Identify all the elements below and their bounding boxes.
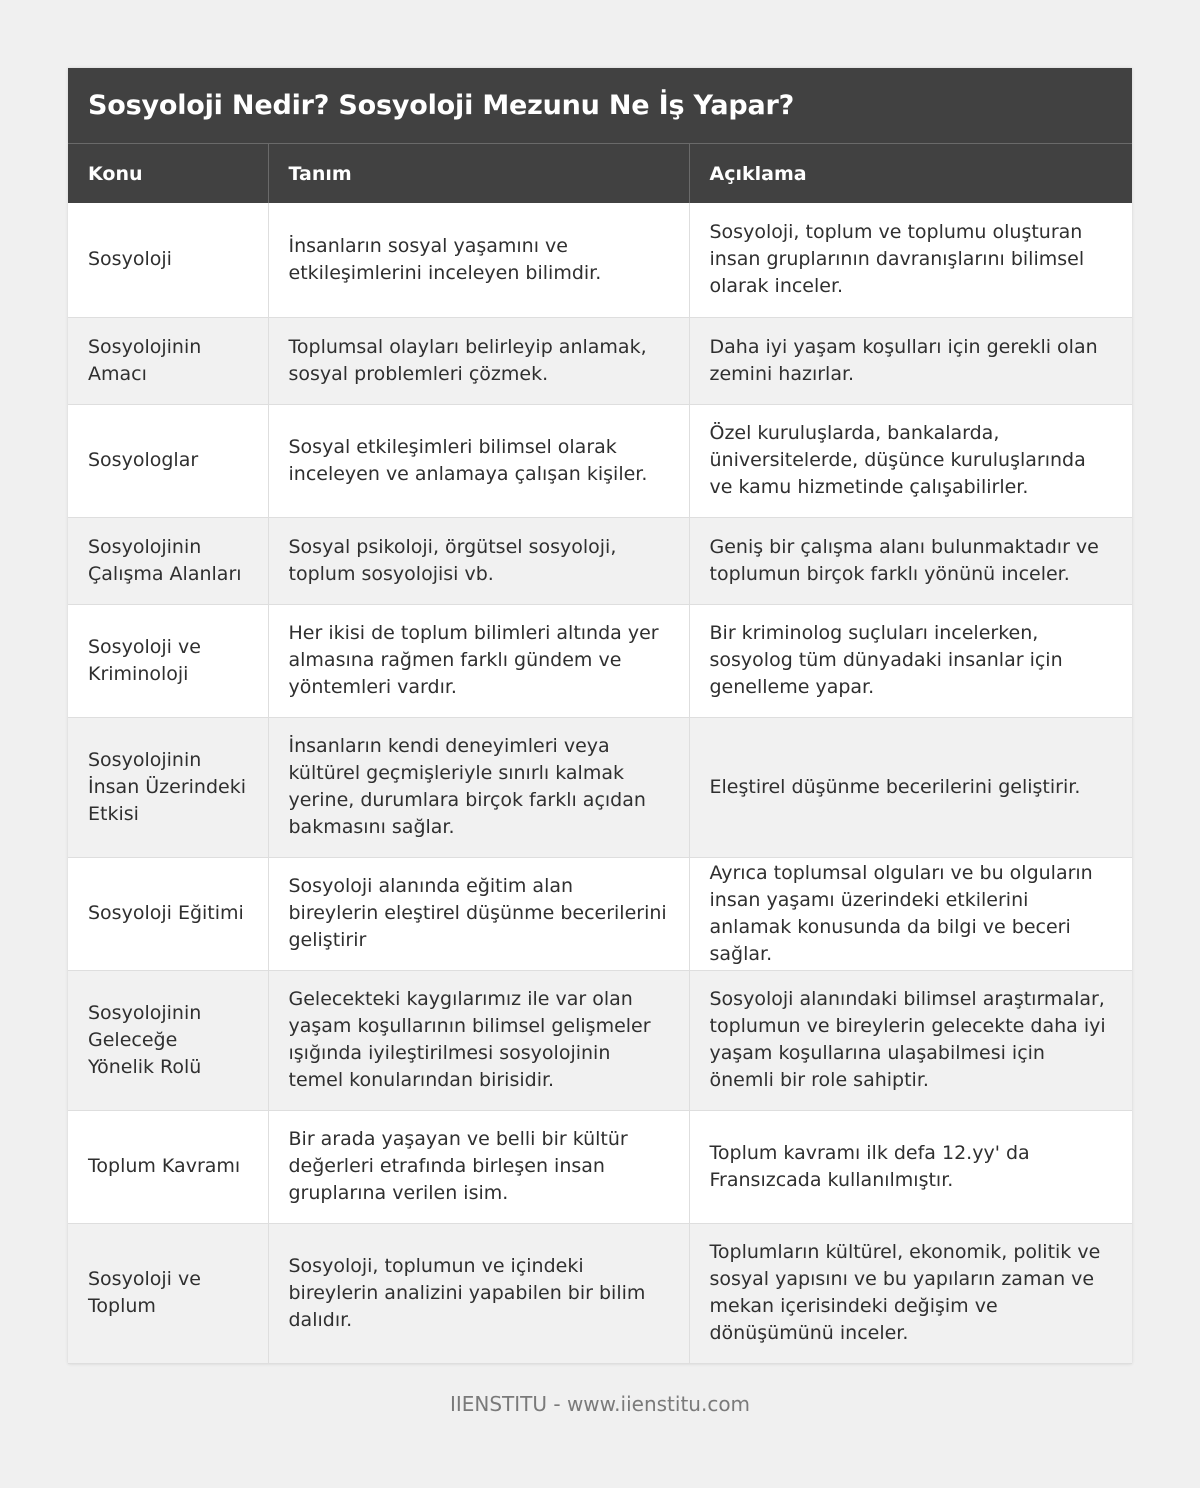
cell-tanim: Toplumsal olayları belirleyip anlamak, sosyal problemleri çözmek.	[268, 317, 689, 404]
cell-konu: Sosyoloji ve Kriminoloji	[68, 604, 268, 717]
cell-tanim: Sosyal etkileşimleri bilimsel olarak inceleyen ve anlamaya çalışan kişiler.	[268, 404, 689, 517]
cell-konu: Toplum Kavramı	[68, 1110, 268, 1223]
cell-konu: Sosyolojinin Geleceğe Yönelik Rolü	[68, 970, 268, 1110]
cell-aciklama: Bir kriminolog suçluları incelerken, sosyolog tüm dünyadaki insanlar için genelleme yapar.	[689, 604, 1132, 717]
cell-aciklama: Daha iyi yaşam koşulları için gerekli olan zemini hazırlar.	[689, 317, 1132, 404]
table-row	[68, 1223, 1132, 1363]
cell-tanim: İnsanların kendi deneyimleri veya kültürel geçmişleriyle sınırlı kalmak yerine, durumlara birçok farklı açıdan bakmasını sağlar.	[268, 717, 689, 857]
cell-tanim: Sosyoloji, toplumun ve içindeki bireylerin analizini yapabilen bir bilim dalıdır.	[268, 1223, 689, 1363]
cell-tanim: Sosyoloji alanında eğitim alan bireylerin eleştirel düşünme becerilerini geliştirir	[268, 857, 689, 970]
cell-tanim: Sosyal psikoloji, örgütsel sosyoloji, toplum sosyolojisi vb.	[268, 517, 689, 604]
data-table	[68, 144, 1132, 1364]
cell-aciklama: Ayrıca toplumsal olguları ve bu olguların insan yaşamı üzerindeki etkilerini anlamak konusunda da bilgi ve beceri sağlar.	[689, 857, 1132, 970]
cell-aciklama: Sosyoloji alanındaki bilimsel araştırmalar, toplumun ve bireylerin gelecekte daha iyi yaşam koşullarına ulaşabilmesi için önemli bir role sahiptir.	[689, 970, 1132, 1110]
cell-konu: Sosyoloji	[68, 203, 268, 317]
cell-aciklama: Sosyoloji, toplum ve toplumu oluşturan insan gruplarının davranışlarını bilimsel olarak inceler.	[689, 203, 1132, 317]
table-row	[68, 317, 1132, 404]
cell-konu: Sosyoloji ve Toplum	[68, 1223, 268, 1363]
cell-konu: Sosyoloji Eğitimi	[68, 857, 268, 970]
header-row	[68, 144, 1132, 203]
cell-aciklama: Özel kuruluşlarda, bankalarda, üniversitelerde, düşünce kuruluşlarında ve kamu hizmetinde çalışabilirler.	[689, 404, 1132, 517]
cell-tanim: Her ikisi de toplum bilimleri altında yer almasına rağmen farklı gündem ve yöntemleri vardır.	[268, 604, 689, 717]
cell-konu: Sosyolojinin İnsan Üzerindeki Etkisi	[68, 717, 268, 857]
table-row	[68, 857, 1132, 970]
column-header-konu: Konu	[68, 144, 268, 203]
cell-aciklama: Toplum kavramı ilk defa 12.yy' da Fransızcada kullanılmıştır.	[689, 1110, 1132, 1223]
table-row	[68, 517, 1132, 604]
column-header-tanim: Tanım	[268, 144, 689, 203]
cell-aciklama: Geniş bir çalışma alanı bulunmaktadır ve toplumun birçok farklı yönünü inceler.	[689, 517, 1132, 604]
title-bar	[68, 68, 1132, 144]
cell-aciklama: Toplumların kültürel, ekonomik, politik ve sosyal yapısını ve bu yapıların zaman ve mekan içerisindeki değişim ve dönüşümünü inceler.	[689, 1223, 1132, 1363]
table-row	[68, 1110, 1132, 1223]
cell-tanim: İnsanların sosyal yaşamını ve etkileşimlerini inceleyen bilimdir.	[268, 203, 689, 317]
cell-tanim: Gelecekteki kaygılarımız ile var olan yaşam koşullarının bilimsel gelişmeler ışığında iyileştirilmesi sosyolojinin temel konularından birisidir.	[268, 970, 689, 1110]
table-row	[68, 404, 1132, 517]
cell-konu: Sosyologlar	[68, 404, 268, 517]
footer-credit: IIENSTITU - www.iienstitu.com	[449, 1392, 751, 1416]
cell-tanim: Bir arada yaşayan ve belli bir kültür değerleri etrafında birleşen insan gruplarına verilen isim.	[268, 1110, 689, 1223]
table-card	[68, 68, 1132, 1364]
column-header-aciklama: Açıklama	[689, 144, 1132, 203]
cell-konu: Sosyolojinin Amacı	[68, 317, 268, 404]
table-row	[68, 717, 1132, 857]
cell-aciklama: Eleştirel düşünme becerilerini geliştirir.	[689, 717, 1132, 857]
table-row	[68, 970, 1132, 1110]
table-row	[68, 203, 1132, 317]
cell-konu: Sosyolojinin Çalışma Alanları	[68, 517, 268, 604]
table-row	[68, 604, 1132, 717]
page-title: Sosyoloji Nedir? Sosyoloji Mezunu Ne İş Yapar?	[88, 90, 795, 121]
